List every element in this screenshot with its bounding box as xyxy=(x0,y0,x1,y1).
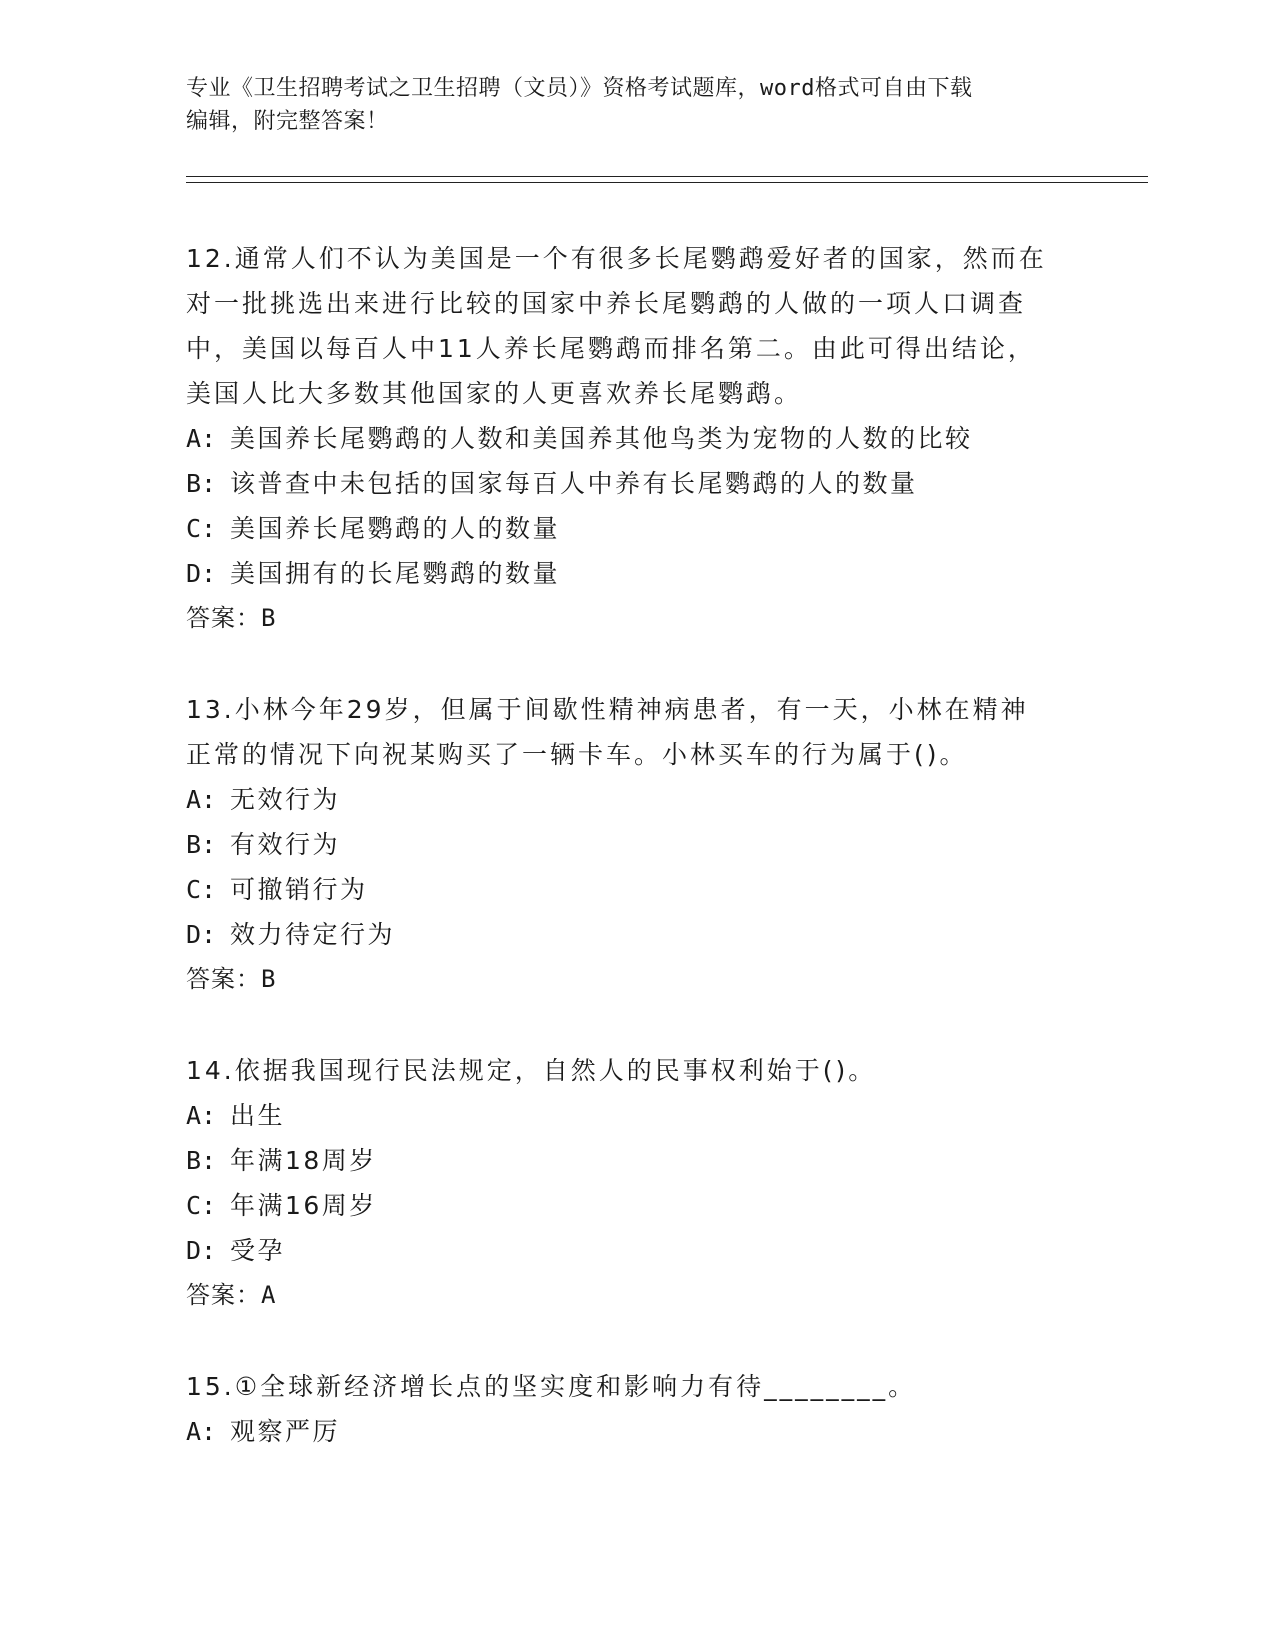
question-stem-line: 美国人比大多数其他国家的人更喜欢养长尾鹦鹉。 xyxy=(186,379,803,408)
header-divider-bottom xyxy=(186,182,1148,183)
option-text: 效力待定行为 xyxy=(230,920,396,949)
question-stem-line: 中，美国以每百人中11人养长尾鹦鹉而排名第二。由此可得出结论， xyxy=(186,334,1036,363)
answer-option xyxy=(186,867,1086,912)
answer-option xyxy=(186,912,1086,957)
answer-option xyxy=(186,822,1086,867)
option-text: 观察严厉 xyxy=(230,1417,341,1446)
option-key: A: xyxy=(186,424,217,453)
question-list xyxy=(186,236,1086,1454)
header-line-1: 专业《卫生招聘考试之卫生招聘（文员）》资格考试题库，word格式可自由下载 xyxy=(186,76,973,101)
answer-key: 答案：A xyxy=(186,1281,277,1309)
option-key: B: xyxy=(186,1146,217,1175)
header-line-2: 编辑，附完整答案！ xyxy=(186,109,389,134)
option-key: C: xyxy=(186,1191,217,1220)
question-15 xyxy=(186,1364,1086,1454)
question-spacer xyxy=(186,1002,1086,1048)
answer-option xyxy=(186,1228,1086,1273)
question-12 xyxy=(186,236,1086,641)
question-stem-line: 15.①全球新经济增长点的坚实度和影响力有待________。 xyxy=(186,1372,917,1401)
option-key: B: xyxy=(186,830,217,859)
answer-option xyxy=(186,777,1086,822)
answer-option xyxy=(186,416,1086,461)
question-stem-line: 对一批挑选出来进行比较的国家中养长尾鹦鹉的人做的一项人口调查 xyxy=(186,289,1027,318)
answer-key: 答案：B xyxy=(186,604,277,632)
option-key: C: xyxy=(186,514,217,543)
answer-option xyxy=(186,551,1086,596)
answer-option xyxy=(186,1409,1086,1454)
option-text: 该普查中未包括的国家每百人中养有长尾鹦鹉的人的数量 xyxy=(230,469,918,498)
option-text: 有效行为 xyxy=(230,830,341,859)
option-key: C: xyxy=(186,875,217,904)
option-key: A: xyxy=(186,785,217,814)
question-stem-line: 正常的情况下向祝某购买了一辆卡车。小林买车的行为属于()。 xyxy=(186,740,968,769)
option-key: D: xyxy=(186,920,217,949)
answer-option xyxy=(186,461,1086,506)
option-text: 受孕 xyxy=(230,1236,286,1265)
option-key: D: xyxy=(186,559,217,588)
question-stem-line: 14.依据我国现行民法规定，自然人的民事权利始于()。 xyxy=(186,1056,877,1085)
question-stem-line: 13.小林今年29岁，但属于间歇性精神病患者，有一天，小林在精神 xyxy=(186,695,1029,724)
document-header xyxy=(186,72,1086,138)
option-key: A: xyxy=(186,1417,217,1446)
option-text: 可撤销行为 xyxy=(230,875,368,904)
option-text: 无效行为 xyxy=(230,785,341,814)
answer-option xyxy=(186,1138,1086,1183)
question-spacer xyxy=(186,641,1086,687)
option-text: 年满16周岁 xyxy=(230,1191,377,1220)
answer-key: 答案：B xyxy=(186,965,277,993)
answer-option xyxy=(186,1093,1086,1138)
option-text: 美国拥有的长尾鹦鹉的数量 xyxy=(230,559,561,588)
option-text: 出生 xyxy=(230,1101,286,1130)
question-spacer xyxy=(186,1318,1086,1364)
question-13 xyxy=(186,687,1086,1002)
option-key: A: xyxy=(186,1101,217,1130)
question-14 xyxy=(186,1048,1086,1318)
header-divider-top xyxy=(186,176,1148,177)
option-text: 美国养长尾鹦鹉的人的数量 xyxy=(230,514,561,543)
answer-option xyxy=(186,1183,1086,1228)
option-text: 年满18周岁 xyxy=(230,1146,377,1175)
question-stem-line: 12.通常人们不认为美国是一个有很多长尾鹦鹉爱好者的国家，然而在 xyxy=(186,244,1047,273)
option-key: B: xyxy=(186,469,217,498)
option-key: D: xyxy=(186,1236,217,1265)
option-text: 美国养长尾鹦鹉的人数和美国养其他鸟类为宠物的人数的比较 xyxy=(230,424,973,453)
answer-option xyxy=(186,506,1086,551)
